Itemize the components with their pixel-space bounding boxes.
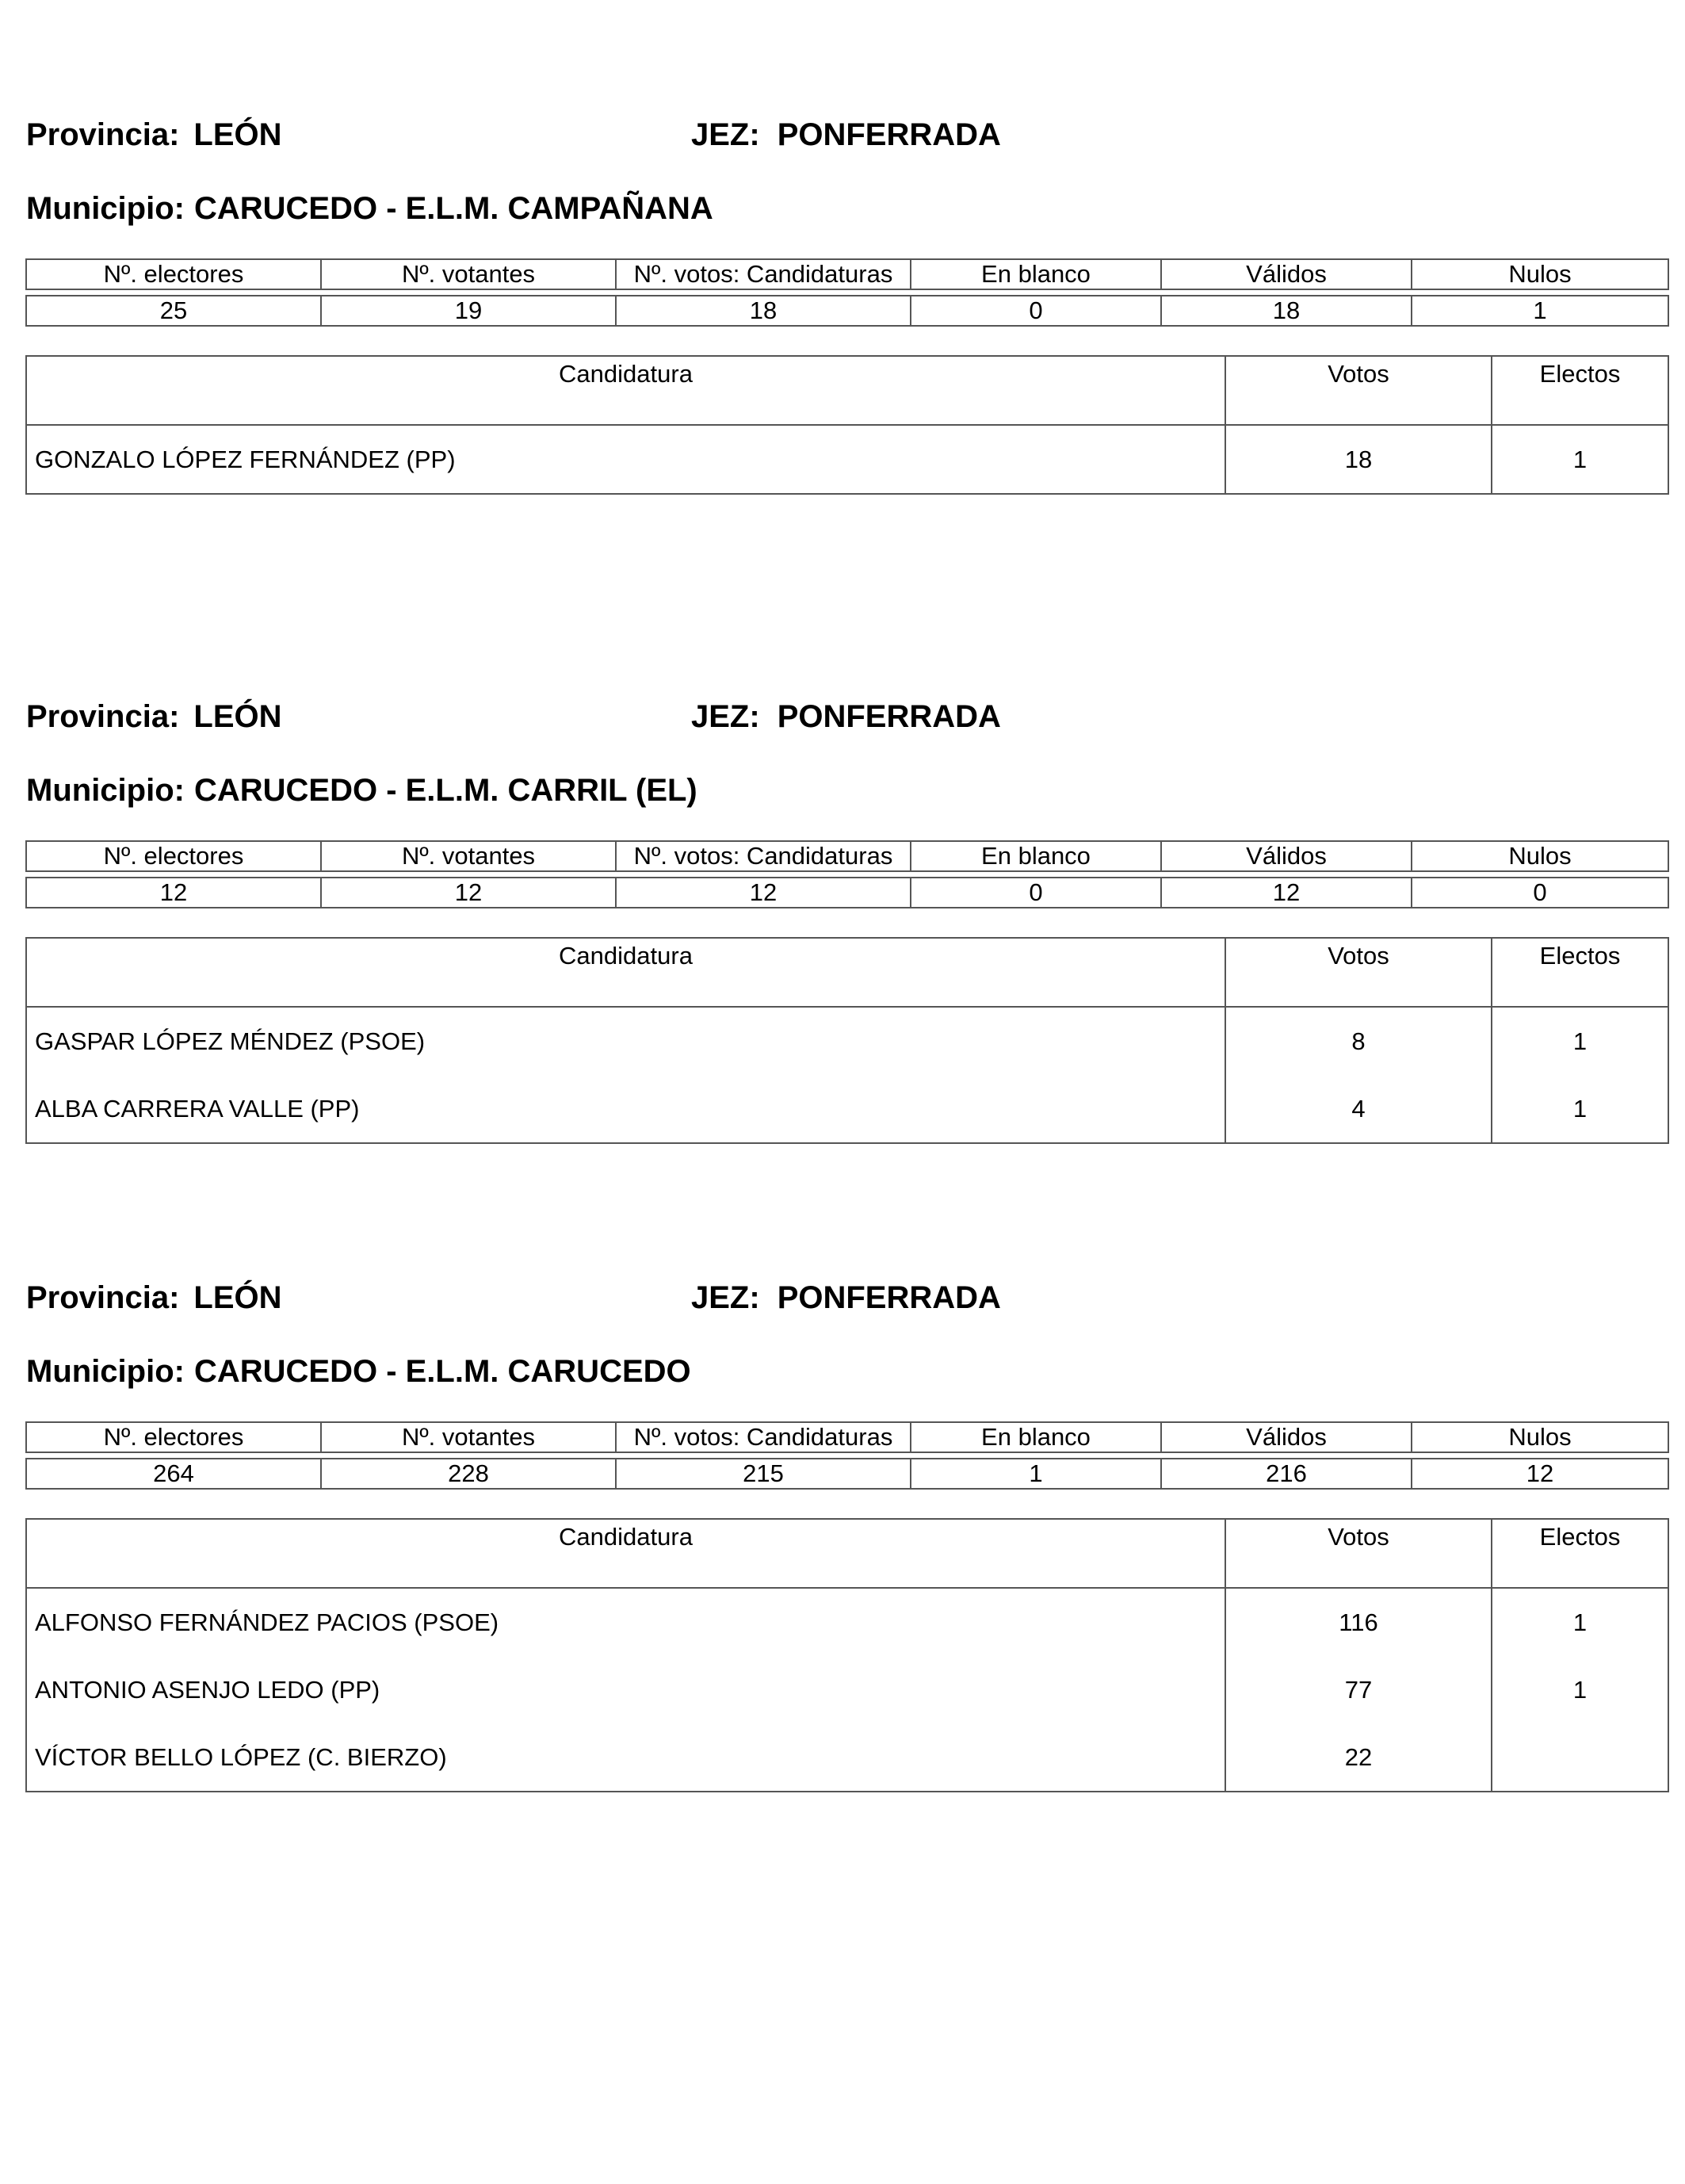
stats-en-blanco: 0 [911,878,1161,908]
jez-label: JEZ: [691,699,760,734]
stats-votos-candidaturas: 215 [616,1459,911,1489]
stats-table [25,840,1669,908]
stats-header-votantes: Nº. votantes [321,1422,616,1452]
stats-header-en-blanco: En blanco [911,1422,1161,1452]
jez-label: JEZ: [691,117,760,152]
candidate-row [26,1588,1668,1656]
stats-validos: 12 [1161,878,1412,908]
stats-en-blanco: 0 [911,296,1161,326]
provincia-value: LEÓN [193,117,282,152]
stats-electores: 12 [26,878,321,908]
jez-value: PONFERRADA [777,117,1001,152]
candidate-name: GONZALO LÓPEZ FERNÁNDEZ (PP) [26,425,1225,494]
stats-value-row [26,296,1668,326]
municipio-label: Municipio: [26,1354,185,1389]
stats-gap [26,1452,1668,1459]
result-section-3 [0,1280,1685,1835]
municipio-value: CARUCEDO - E.L.M. CARRIL (EL) [193,773,697,808]
header-electos: Electos [1492,1519,1668,1588]
stats-header-nulos: Nulos [1412,841,1668,871]
stats-header-electores: Nº. electores [26,1422,321,1452]
provincia-line [26,699,282,735]
stats-validos: 216 [1161,1459,1412,1489]
stats-table [25,258,1669,327]
stats-votantes: 12 [321,878,616,908]
stats-header-row [26,259,1668,289]
jez-line [691,117,1001,153]
candidates-table [25,1518,1669,1792]
stats-electores: 25 [26,296,321,326]
stats-table [25,1421,1669,1490]
stats-header-votos-candidaturas: Nº. votos: Candidaturas [616,259,911,289]
candidate-votos: 4 [1225,1075,1492,1143]
stats-votos-candidaturas: 18 [616,296,911,326]
result-section-2 [0,699,1685,1254]
stats-header-votos-candidaturas: Nº. votos: Candidaturas [616,841,911,871]
municipio-line [26,1354,691,1390]
candidate-row [26,425,1668,494]
candidate-votos: 8 [1225,1007,1492,1075]
candidate-electos: 1 [1492,425,1668,494]
stats-header-votantes: Nº. votantes [321,841,616,871]
stats-value-row [26,878,1668,908]
candidate-electos: 1 [1492,1075,1668,1143]
header-votos: Votos [1225,356,1492,425]
municipio-line [26,191,713,227]
candidate-electos [1492,1723,1668,1792]
stats-header-validos: Válidos [1161,841,1412,871]
stats-header-nulos: Nulos [1412,1422,1668,1452]
candidate-name: ALFONSO FERNÁNDEZ PACIOS (PSOE) [26,1588,1225,1656]
provincia-label: Provincia: [26,699,180,734]
candidate-votos: 22 [1225,1723,1492,1792]
municipio-line [26,773,697,809]
header-votos: Votos [1225,1519,1492,1588]
candidates-table [25,355,1669,495]
candidate-row [26,1007,1668,1075]
stats-header-en-blanco: En blanco [911,259,1161,289]
header-electos: Electos [1492,938,1668,1007]
stats-votos-candidaturas: 12 [616,878,911,908]
provincia-label: Provincia: [26,1280,180,1315]
candidates-header-row [26,356,1668,425]
candidate-electos: 1 [1492,1588,1668,1656]
provincia-label: Provincia: [26,117,180,152]
stats-electores: 264 [26,1459,321,1489]
candidate-name: GASPAR LÓPEZ MÉNDEZ (PSOE) [26,1007,1225,1075]
stats-header-row [26,841,1668,871]
provincia-value: LEÓN [193,1280,282,1315]
candidates-header-row [26,938,1668,1007]
jez-line [691,1280,1001,1316]
stats-header-votantes: Nº. votantes [321,259,616,289]
provincia-value: LEÓN [193,699,282,734]
result-section-1 [0,117,1685,672]
candidates-table [25,937,1669,1144]
candidate-name: ALBA CARRERA VALLE (PP) [26,1075,1225,1143]
provincia-line [26,1280,282,1316]
stats-votantes: 228 [321,1459,616,1489]
stats-nulos: 1 [1412,296,1668,326]
stats-nulos: 12 [1412,1459,1668,1489]
municipio-label: Municipio: [26,773,185,808]
candidate-electos: 1 [1492,1007,1668,1075]
stats-gap [26,871,1668,878]
jez-value: PONFERRADA [777,1280,1001,1315]
candidate-electos: 1 [1492,1656,1668,1723]
header-candidatura: Candidatura [26,938,1225,1007]
stats-header-validos: Válidos [1161,1422,1412,1452]
candidate-name: VÍCTOR BELLO LÓPEZ (C. BIERZO) [26,1723,1225,1792]
stats-validos: 18 [1161,296,1412,326]
municipio-label: Municipio: [26,191,185,226]
stats-gap [26,289,1668,296]
header-candidatura: Candidatura [26,1519,1225,1588]
header-electos: Electos [1492,356,1668,425]
jez-line [691,699,1001,735]
stats-header-en-blanco: En blanco [911,841,1161,871]
candidate-votos: 116 [1225,1588,1492,1656]
candidate-votos: 77 [1225,1656,1492,1723]
candidates-header-row [26,1519,1668,1588]
stats-value-row [26,1459,1668,1489]
jez-value: PONFERRADA [777,699,1001,734]
candidate-name: ANTONIO ASENJO LEDO (PP) [26,1656,1225,1723]
header-votos: Votos [1225,938,1492,1007]
stats-votantes: 19 [321,296,616,326]
candidate-row [26,1723,1668,1792]
candidate-votos: 18 [1225,425,1492,494]
stats-en-blanco: 1 [911,1459,1161,1489]
stats-header-row [26,1422,1668,1452]
municipio-value: CARUCEDO - E.L.M. CARUCEDO [193,1354,691,1389]
stats-header-validos: Válidos [1161,259,1412,289]
candidate-row [26,1075,1668,1143]
provincia-line [26,117,282,153]
stats-nulos: 0 [1412,878,1668,908]
stats-header-votos-candidaturas: Nº. votos: Candidaturas [616,1422,911,1452]
stats-header-nulos: Nulos [1412,259,1668,289]
header-candidatura: Candidatura [26,356,1225,425]
stats-header-electores: Nº. electores [26,259,321,289]
candidate-row [26,1656,1668,1723]
municipio-value: CARUCEDO - E.L.M. CAMPAÑANA [193,191,713,226]
jez-label: JEZ: [691,1280,760,1315]
stats-header-electores: Nº. electores [26,841,321,871]
